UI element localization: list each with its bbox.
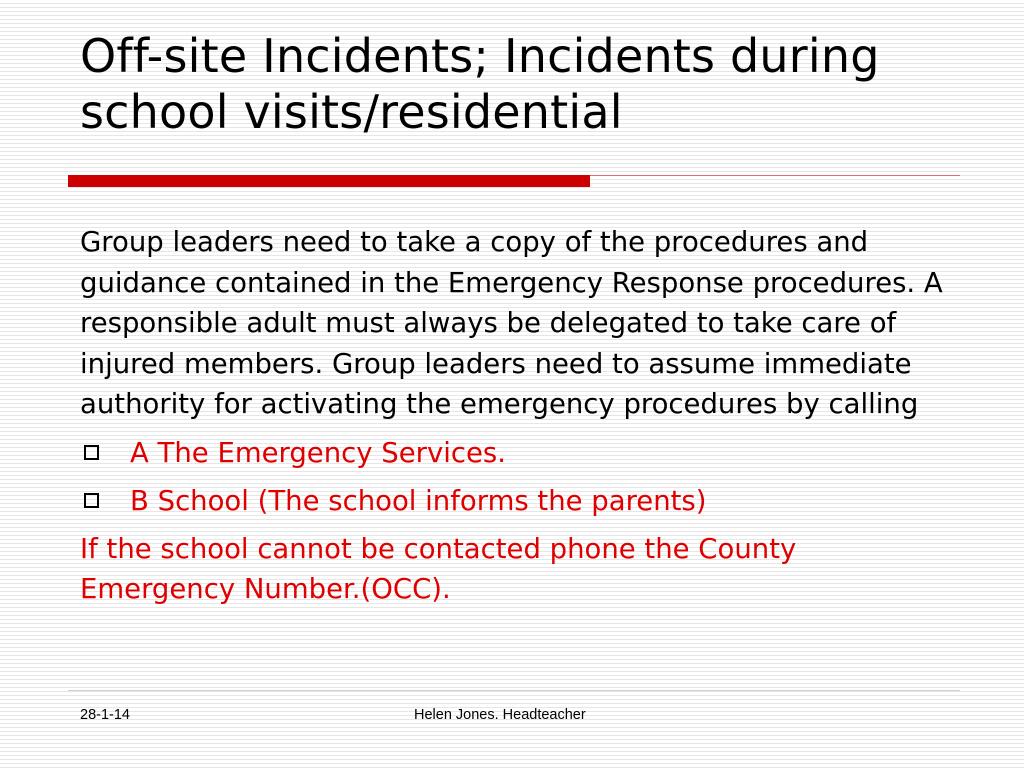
square-bullet-icon: [84, 445, 99, 460]
footer-divider: [68, 690, 960, 691]
bullet-item: [80, 433, 960, 473]
slide-body: [80, 222, 960, 610]
title-underline-thick: [68, 175, 590, 187]
slide-title: Off-site Incidents; Incidents during school visits/residential: [80, 29, 880, 139]
footer-date: 28-1-14: [80, 707, 130, 723]
closing-paragraph: If the school cannot be contacted phone the County Emergency Number.(OCC).: [80, 532, 797, 605]
square-bullet-icon: [84, 493, 99, 508]
bullet-text: A The Emergency Services.: [130, 436, 506, 469]
title-underline: [68, 175, 960, 187]
bullet-item: [80, 481, 960, 521]
footer-author: Helen Jones. Headteacher: [414, 707, 586, 723]
bullet-text: B School (The school informs the parents): [130, 484, 707, 517]
body-paragraph: Group leaders need to take a copy of the procedures and guidance contained in the Emergency Response procedures. A responsible adult must always be delegated to take care of injured members. Group leaders need to assume immediate authority for activating the emergency procedures by calling: [80, 226, 943, 420]
title-underline-thin: [590, 175, 960, 176]
